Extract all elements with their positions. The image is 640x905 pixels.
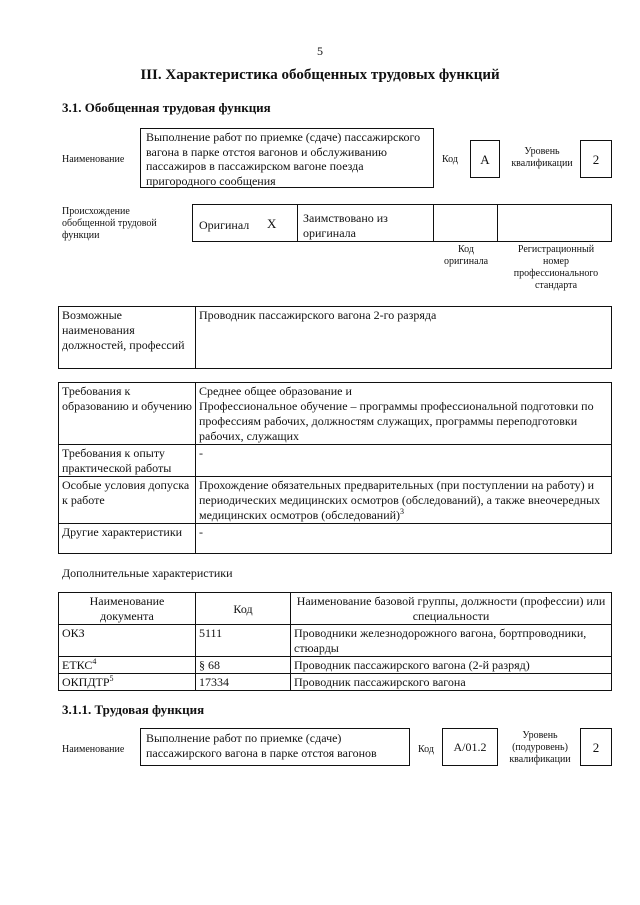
positions-label: Возможные наименования должностей, профессий	[59, 307, 196, 369]
gtf-name-label: Наименование	[62, 154, 125, 165]
gtf-reg-number-box	[497, 204, 612, 242]
additional-name: Проводники железнодорожного вагона, бортпроводники, стюарды	[291, 625, 612, 657]
additional-doc	[59, 625, 196, 657]
gtf-original-label: Оригинал	[199, 218, 250, 232]
positions-table	[58, 306, 612, 369]
additional-header-code: Код	[196, 593, 291, 625]
additional-code: § 68	[196, 657, 291, 674]
req-education-line-2: Профессиональное обучение – программы профессиональной подготовки по профессиям рабочих, должностям служащих, программы переподготовки рабочих, служащих	[199, 399, 594, 443]
req-education-label: Требования к образованию и обучению	[59, 383, 196, 445]
req-admission-text: Прохождение обязательных предварительных (при поступлении на работу) и периодических медицинских осмотров (обследований), а также внеочередных медицинских осмотров (обследований)	[199, 478, 601, 522]
additional-title: Дополнительные характеристики	[62, 566, 233, 580]
tf-name-box	[140, 728, 410, 766]
additional-header-doc: Наименование документа	[59, 593, 196, 625]
gtf-code-value: A	[480, 152, 490, 167]
req-experience-value: -	[196, 445, 612, 477]
tf-name-value: Выполнение работ по приемке (сдаче) пассажирского вагона в парке отстоя вагонов	[146, 731, 377, 760]
additional-doc-text: ОКПДТР	[62, 675, 110, 689]
origin-divider-1	[297, 205, 298, 241]
additional-doc-footnote: 4	[92, 657, 97, 666]
additional-name: Проводник пассажирского вагона	[291, 674, 612, 691]
additional-name: Проводник пассажирского вагона (2-й разряд)	[291, 657, 612, 674]
req-admission-value	[196, 477, 612, 524]
tf-code-label: Код	[418, 744, 434, 755]
gtf-name-value: Выполнение работ по приемке (сдаче) пассажирского вагона в парке отстоя вагонов и обслуживанию пассажиров в пассажирском вагоне поезда пригородного сообщения	[146, 130, 421, 188]
additional-code: 17334	[196, 674, 291, 691]
req-education-line-1: Среднее общее образование и	[199, 384, 352, 398]
req-admission-label: Особые условия допуска к работе	[59, 477, 196, 524]
gtf-origin-box	[192, 204, 498, 242]
positions-value: Проводник пассажирского вагона 2-го разряда	[196, 307, 612, 369]
tf-name-label: Наименование	[62, 744, 125, 755]
gtf-level-label: Уровень квалификации	[511, 146, 573, 169]
gtf-original-mark: X	[267, 216, 277, 231]
gtf-name-box	[140, 128, 434, 188]
req-other-label: Другие характеристики	[59, 524, 196, 554]
requirements-table	[58, 382, 612, 554]
gtf-code-box	[470, 140, 500, 178]
gtf-orig-code-caption: Код оригинала	[443, 244, 489, 267]
gtf-borrowed-label: Заимствовано из оригинала	[303, 211, 388, 240]
additional-doc-text: ЕТКС	[62, 658, 93, 672]
additional-doc	[59, 657, 196, 674]
tf-level-value: 2	[592, 740, 600, 755]
page-number: 5	[317, 44, 323, 58]
gtf-heading: 3.1. Обобщенная трудовая функция	[62, 100, 271, 115]
req-admission-footnote: 3	[400, 507, 405, 516]
additional-header-name: Наименование базовой группы, должности (профессии) или специальности	[291, 593, 612, 625]
table-row	[59, 674, 612, 691]
req-education-value	[196, 383, 612, 445]
tf-code-box	[442, 728, 498, 766]
table-row	[59, 625, 612, 657]
origin-divider-2	[433, 205, 434, 241]
gtf-code-label: Код	[442, 154, 458, 165]
req-other-value: -	[196, 524, 612, 554]
req-experience-label: Требования к опыту практической работы	[59, 445, 196, 477]
tf-code-value: A/01.2	[453, 740, 487, 754]
tf-level-label: Уровень (подуровень) квалификации	[509, 730, 571, 765]
section-title: III. Характеристика обобщенных трудовых функций	[140, 67, 500, 83]
additional-doc-footnote: 5	[109, 674, 114, 683]
tf-level-box	[580, 728, 612, 766]
table-row	[59, 657, 612, 674]
gtf-origin-label: Происхождение обобщенной трудовой функции	[62, 206, 157, 241]
gtf-level-value: 2	[592, 152, 600, 167]
additional-doc-text: ОКЗ	[62, 626, 85, 640]
additional-doc	[59, 674, 196, 691]
additional-table	[58, 592, 612, 691]
additional-code: 5111	[196, 625, 291, 657]
tf-heading: 3.1.1. Трудовая функция	[62, 702, 205, 717]
gtf-reg-number-caption: Регистрационный номер профессионального стандарта	[513, 244, 599, 291]
gtf-level-box	[580, 140, 612, 178]
